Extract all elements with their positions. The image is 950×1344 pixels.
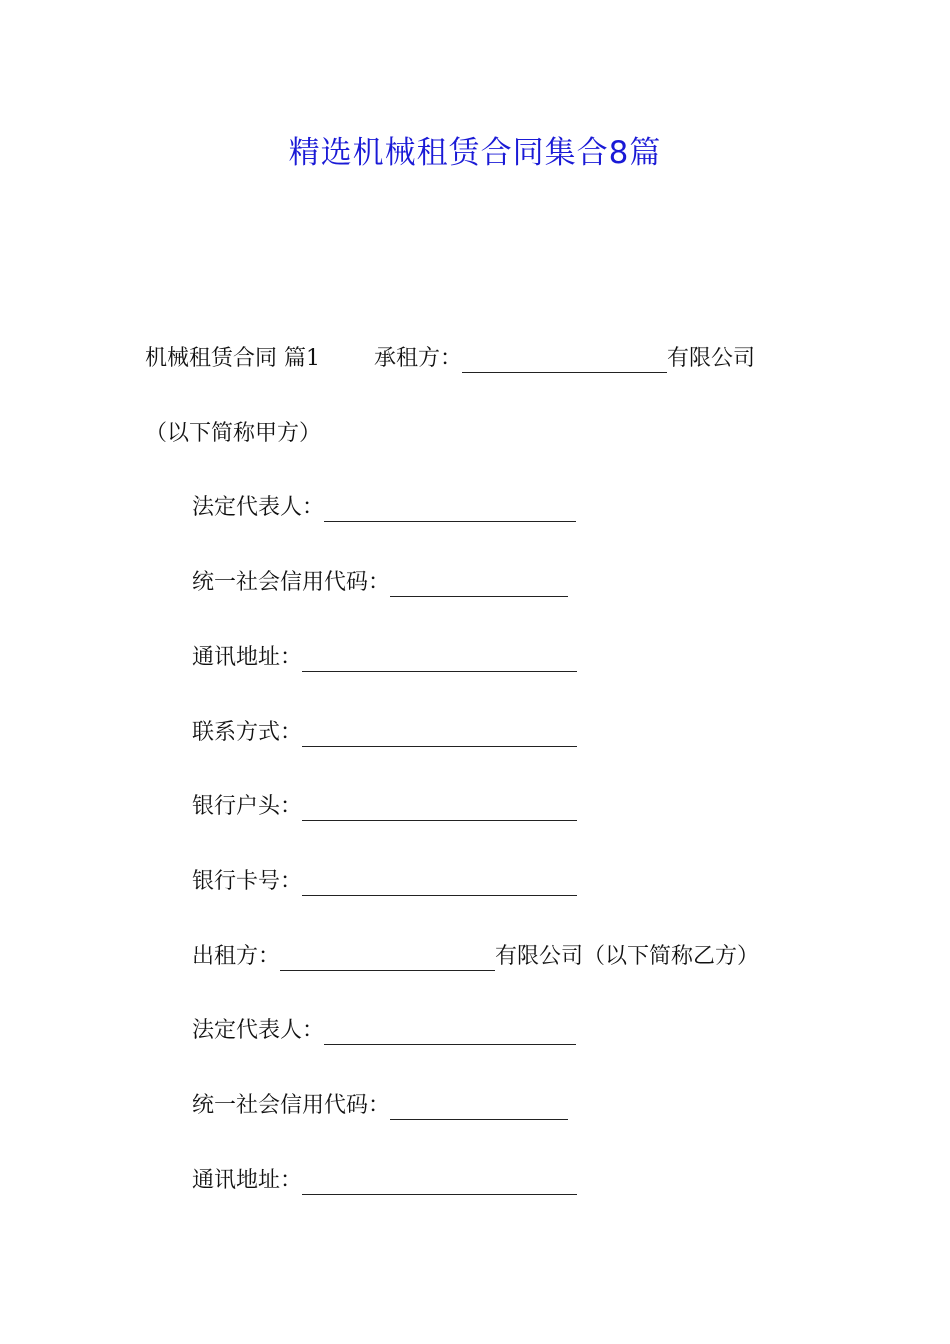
lessee-field-line <box>192 565 568 601</box>
lessee-field-line <box>192 789 577 825</box>
lessor-line <box>192 939 759 975</box>
field-blank <box>302 720 577 747</box>
lessor-field-line <box>192 1163 577 1199</box>
lessee-alias: （以下简称甲方） <box>145 421 322 446</box>
document-title: 精选机械租赁合同集合8篇 <box>288 135 662 171</box>
field-blank <box>302 645 577 672</box>
field-label: 法定代表人： <box>192 495 325 520</box>
field-label: 法定代表人： <box>192 1018 325 1043</box>
field-blank <box>302 794 577 821</box>
field-label: 通讯地址： <box>192 645 303 670</box>
field-label: 统一社会信用代码： <box>192 1093 391 1118</box>
lessor-label: 出租方： <box>192 944 281 969</box>
field-label: 银行户头： <box>192 794 303 819</box>
lessor-field-line <box>192 1088 568 1124</box>
field-label: 通讯地址： <box>192 1168 303 1193</box>
field-blank <box>390 570 568 597</box>
lessee-name-blank <box>462 346 667 373</box>
field-label: 联系方式： <box>192 720 303 745</box>
lessee-field-line <box>192 640 577 676</box>
lessee-label: 承租方： <box>374 346 463 371</box>
lessee-suffix: 有限公司 <box>667 346 756 371</box>
lessee-alias-line <box>145 416 321 452</box>
lessor-name-blank <box>280 944 495 971</box>
field-label: 统一社会信用代码： <box>192 570 391 595</box>
field-blank <box>324 495 576 522</box>
lessor-suffix: 有限公司（以下简称乙方） <box>495 944 760 969</box>
contract-heading-line <box>145 341 755 377</box>
field-blank <box>302 869 577 896</box>
field-blank <box>302 1168 577 1195</box>
lessor-field-line <box>192 1013 576 1049</box>
contract-heading: 机械租赁合同 篇1 <box>145 346 320 371</box>
lessee-field-line <box>192 864 577 900</box>
field-blank <box>390 1093 568 1120</box>
lessee-field-line <box>192 715 577 751</box>
field-label: 银行卡号： <box>192 869 303 894</box>
lessee-field-line <box>192 490 576 526</box>
field-blank <box>324 1018 576 1045</box>
